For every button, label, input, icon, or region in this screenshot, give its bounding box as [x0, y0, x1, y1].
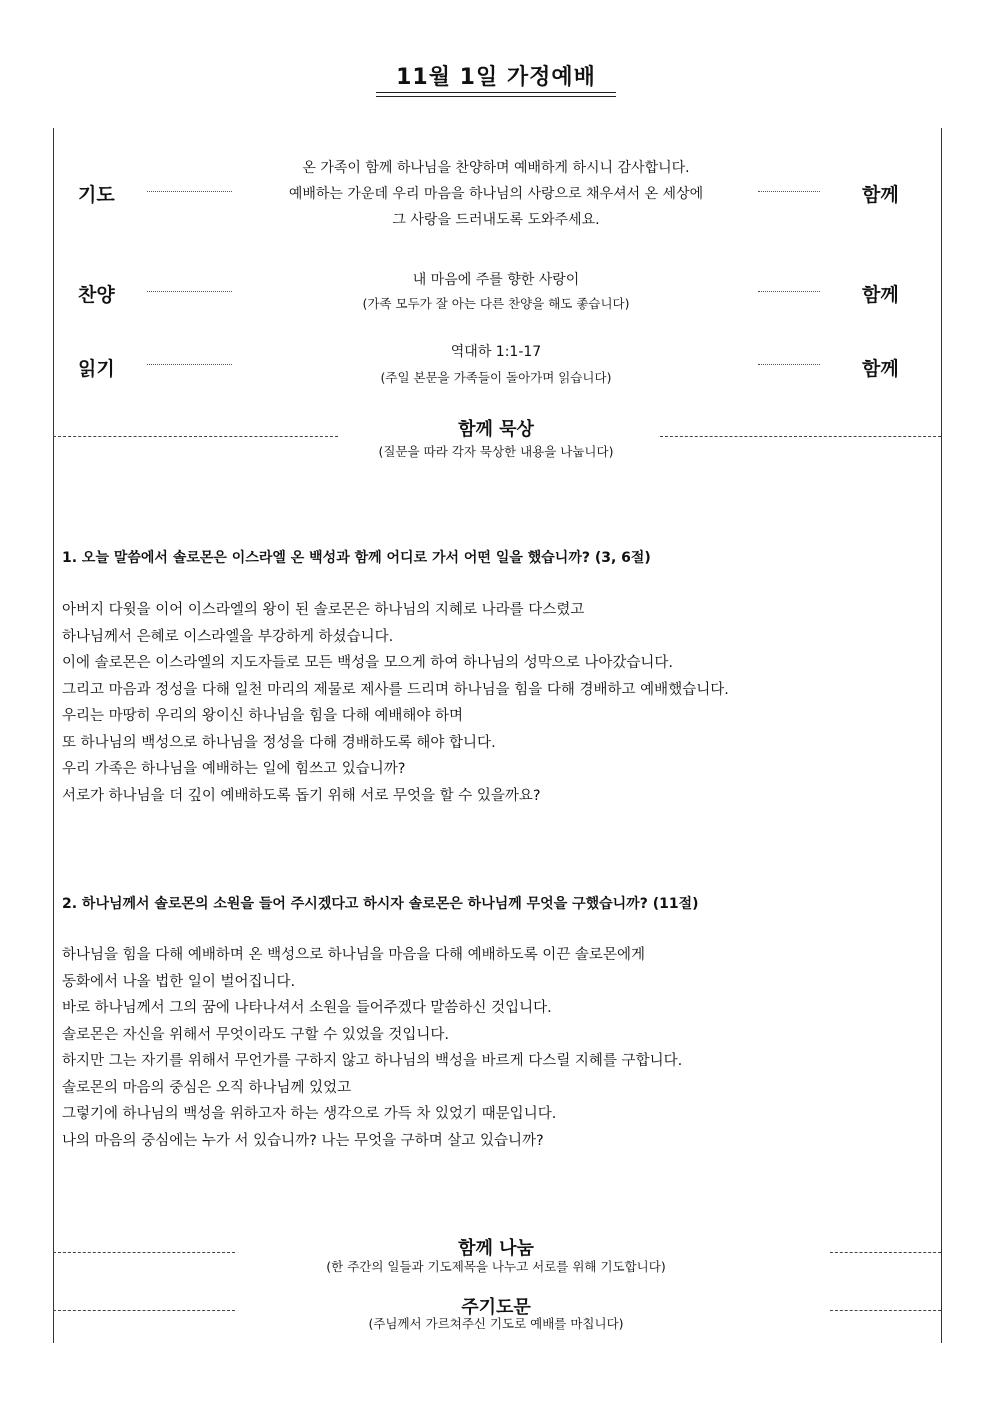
- left-border: [53, 128, 54, 1343]
- paragraph-line: 그리고 마음과 정성을 다해 일천 마리의 제물로 제사를 드리며 하나님을 힘을 다해 경배하고 예배했습니다.: [62, 681, 729, 698]
- praise-text: 내 마음에 주를 향한 사랑이: [412, 272, 580, 288]
- prayer-dots-right: [758, 191, 820, 192]
- praise-note: (가족 모두가 잘 아는 다른 찬양을 해도 좋습니다): [362, 296, 630, 311]
- lords-prayer-heading: 주기도문: [461, 1297, 531, 1318]
- title-underline-double: [376, 96, 616, 97]
- reading-text: 역대하 1:1-17: [450, 344, 542, 360]
- prayer-line: 온 가족이 함께 하나님을 찬양하며 예배하게 하시니 감사합니다.: [302, 160, 690, 176]
- reading-who: 함께: [862, 358, 899, 380]
- title-underline: [376, 92, 616, 93]
- lords-prayer-note: (주님께서 가르쳐주신 기도로 예배를 마칩니다): [368, 1316, 624, 1331]
- paragraph-line: 우리는 마땅히 우리의 왕이신 하나님을 힘을 다해 예배해야 하며: [62, 708, 464, 724]
- sharing-note: (한 주간의 일들과 기도제목을 나누고 서로를 위해 기도합니다): [326, 1259, 666, 1274]
- meditation-note: (질문을 따라 각자 묵상한 내용을 나눕니다): [378, 444, 614, 459]
- right-border: [941, 128, 942, 1343]
- paragraph-line: 아버지 다윗을 이어 이스라엘의 왕이 된 솔로몬은 하나님의 지혜로 나라를 다스렸고: [62, 602, 585, 618]
- paragraph-line: 바로 하나님께서 그의 꿈에 나타나셔서 소원을 들어주겠다 말씀하신 것입니다.: [62, 1000, 552, 1016]
- paragraph-line: 하지만 그는 자기를 위해서 무언가를 구하지 않고 하나님의 백성을 바르게 다스릴 지혜를 구합니다.: [62, 1053, 683, 1069]
- prayer-line: 그 사랑을 드러내도록 도와주세요.: [392, 212, 600, 228]
- sharing-heading: 함께 나눔: [458, 1238, 534, 1259]
- paragraph-line: 나의 마음의 중심에는 누가 서 있습니까? 나는 무엇을 구하며 살고 있습니까?: [62, 1132, 544, 1149]
- meditation-heading: 함께 묵상: [458, 419, 534, 440]
- praise-label: 찬양: [78, 284, 115, 306]
- paragraph-line: 이에 솔로몬은 이스라엘의 지도자들로 모든 백성을 모으게 하여 하나님의 성막으로 나아갔습니다.: [62, 655, 673, 671]
- page-title: 11월 1일 가정예배: [396, 65, 596, 90]
- prayer-text: [200, 155, 792, 233]
- question-1: 1. 오늘 말씀에서 솔로몬은 이스라엘 온 백성과 함께 어디로 가서 어떤 일을 했습니까? (3, 6절): [62, 550, 651, 566]
- reading-note: (주일 본문을 가족들이 돌아가며 읽습니다): [380, 370, 612, 385]
- answer-1: [62, 597, 882, 809]
- paragraph-line: 하나님께서 은혜로 이스라엘을 부강하게 하셨습니다.: [62, 628, 394, 645]
- question-2: 2. 하나님께서 솔로몬의 소원을 들어 주시겠다고 하시자 솔로몬은 하나님께 무엇을 구했습니까? (11절): [62, 896, 699, 912]
- reading-dots-right: [758, 364, 820, 365]
- paragraph-line: 또 하나님의 백성으로 하나님을 정성을 다해 경배하도록 해야 합니다.: [62, 734, 496, 751]
- paragraph-line: 동화에서 나올 법한 일이 벌어집니다.: [62, 973, 296, 990]
- praise-dots-right: [758, 291, 820, 292]
- paragraph-line: 솔로몬의 마음의 중심은 오직 하나님께 있었고: [62, 1079, 352, 1096]
- paragraph-line: 서로가 하나님을 더 깊이 예배하도록 돕기 위해 서로 무엇을 할 수 있을까요?: [62, 787, 541, 804]
- prayer-who: 함께: [862, 184, 899, 206]
- paragraph-line: 솔로몬은 자신을 위해서 무엇이라도 구할 수 있었을 것입니다.: [62, 1026, 450, 1043]
- reading-label: 읽기: [78, 358, 115, 380]
- paragraph-line: 그렇기에 하나님의 백성을 위하고자 하는 생각으로 가득 차 있었기 때문입니다.: [62, 1106, 557, 1122]
- praise-who: 함께: [862, 284, 899, 306]
- prayer-label: 기도: [78, 184, 115, 206]
- answer-2: [62, 942, 882, 1154]
- paragraph-line: 하나님을 힘을 다해 예배하며 온 백성으로 하나님을 마음을 다해 예배하도록 이끈 솔로몬에게: [62, 947, 645, 963]
- prayer-line: 예배하는 가운데 우리 마음을 하나님의 사랑으로 채우셔서 온 세상에: [288, 186, 704, 202]
- paragraph-line: 우리 가족은 하나님을 예배하는 일에 힘쓰고 있습니까?: [62, 761, 406, 777]
